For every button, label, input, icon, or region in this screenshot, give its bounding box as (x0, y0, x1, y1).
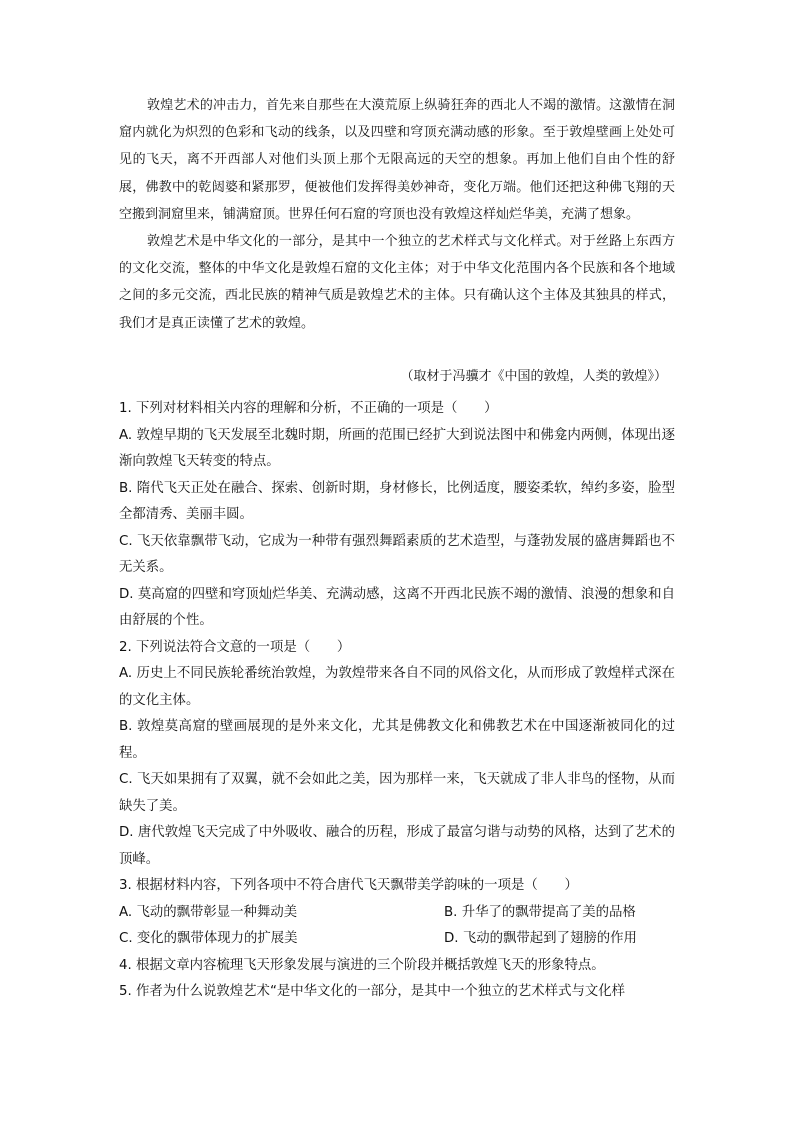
question-1-option-b: B. 隋代飞天正处在融合、探索、创新时期，身材修长，比例适度，腰姿柔软，绰约多姿，脸型全都清秀、美丽丰圆。 (119, 480, 675, 522)
passage-paragraph-1: 敦煌艺术的冲击力，首先来自那些在大漠荒原上纵骑狂奔的西北人不竭的激情。这激情在洞窟内就化为炽烈的色彩和飞动的线条，以及四壁和穹顶充满动感的形象。至于敦煌壁画上处处可见的飞天，离不开西部人对他们头顶上那个无限高远的天空的想象。再加上他们自由个性的舒展，佛教中的乾闼婆和紧那罗，便被他们发挥得美妙神奇，变化万端。他们还把这种佛飞翔的天空搬到洞窟里来，铺满窟顶。世界任何石窟的穹顶也没有敦煌这样灿烂华美，充满了想象。 (119, 98, 675, 222)
question-3-options-row-1 (119, 900, 675, 927)
question-3-stem: 3. 根据材料内容，下列各项中不符合唐代飞天飘带美学韵味的一项是（ ） (119, 878, 578, 893)
question-1-option-d: D. 莫高窟的四壁和穹顶灿烂华美、充满动感，这离不开西北民族不竭的激情、浪漫的想象和自由舒展的个性。 (119, 586, 675, 628)
reading-passage (119, 92, 675, 337)
question-2-option-d: D. 唐代敦煌飞天完成了中外吸收、融合的历程，形成了最富匀谐与动势的风格，达到了艺术的顶峰。 (119, 825, 675, 867)
question-3-option-a: A. 飞动的飘带彰显一种舞动美 (119, 904, 298, 920)
question-2-stem: 2. 下列说法符合文意的一项是（ ） (119, 639, 351, 655)
question-1-option-c: C. 飞天依靠飘带飞动，它成为一种带有强烈舞蹈素质的艺术造型，与蓬勃发展的盛唐舞蹈也不无关系。 (119, 533, 675, 575)
question-2-option-c: C. 飞天如果拥有了双翼，就不会如此之美，因为那样一来，飞天就成了非人非鸟的怪物，从而缺失了美。 (119, 772, 675, 814)
question-2-option-b: B. 敦煌莫高窟的壁画展现的是外来文化，尤其是佛教文化和佛教艺术在中国逐渐被同化的过程。 (119, 719, 675, 761)
question-1-option-a: A. 敦煌早期的飞天发展至北魏时期，所画的范围已经扩大到说法图中和佛龛内两侧，体现出逐渐向敦煌飞天转变的特点。 (119, 427, 675, 469)
question-3-option-b: B. 升华了的飘带提高了美的品格 (444, 904, 636, 920)
question-4: 4. 根据文章内容梳理飞天形象发展与演进的三个阶段并概括敦煌飞天的形象特点。 (119, 957, 605, 973)
question-5: 5. 作者为什么说敦煌艺术“是中华文化的一部分，是其中一个独立的艺术样式与文化样 (119, 984, 626, 999)
passage-paragraph-2: 敦煌艺术是中华文化的一部分，是其中一个独立的艺术样式与文化样式。对于丝路上东西方的文化交流，整体的中华文化是敦煌石窟的文化主体；对于中华文化范围内各个民族和各个地域之间的多元交流，西北民族的精神气质是敦煌艺术的主体。只有确认这个主体及其独具的样式，我们才是真正读懂了艺术的敦煌。 (119, 234, 675, 331)
question-2-option-a: A. 历史上不同民族轮番统治敦煌，为敦煌带来各自不同的风俗文化，从而形成了敦煌样式深在的文化主体。 (119, 666, 675, 708)
source-citation: （取材于冯骥才《中国的敦煌，人类的敦煌》） (400, 369, 667, 384)
question-1-stem: 1. 下列对材料相关内容的理解和分析，不正确的一项是（ ） (119, 401, 498, 416)
question-list (119, 396, 675, 1006)
question-3-option-c: C. 变化的飘带体现力的扩展美 (119, 931, 298, 946)
question-3-option-d: D. 飞动的飘带起到了翅膀的作用 (444, 931, 637, 946)
question-3-options-row-2 (119, 926, 675, 953)
